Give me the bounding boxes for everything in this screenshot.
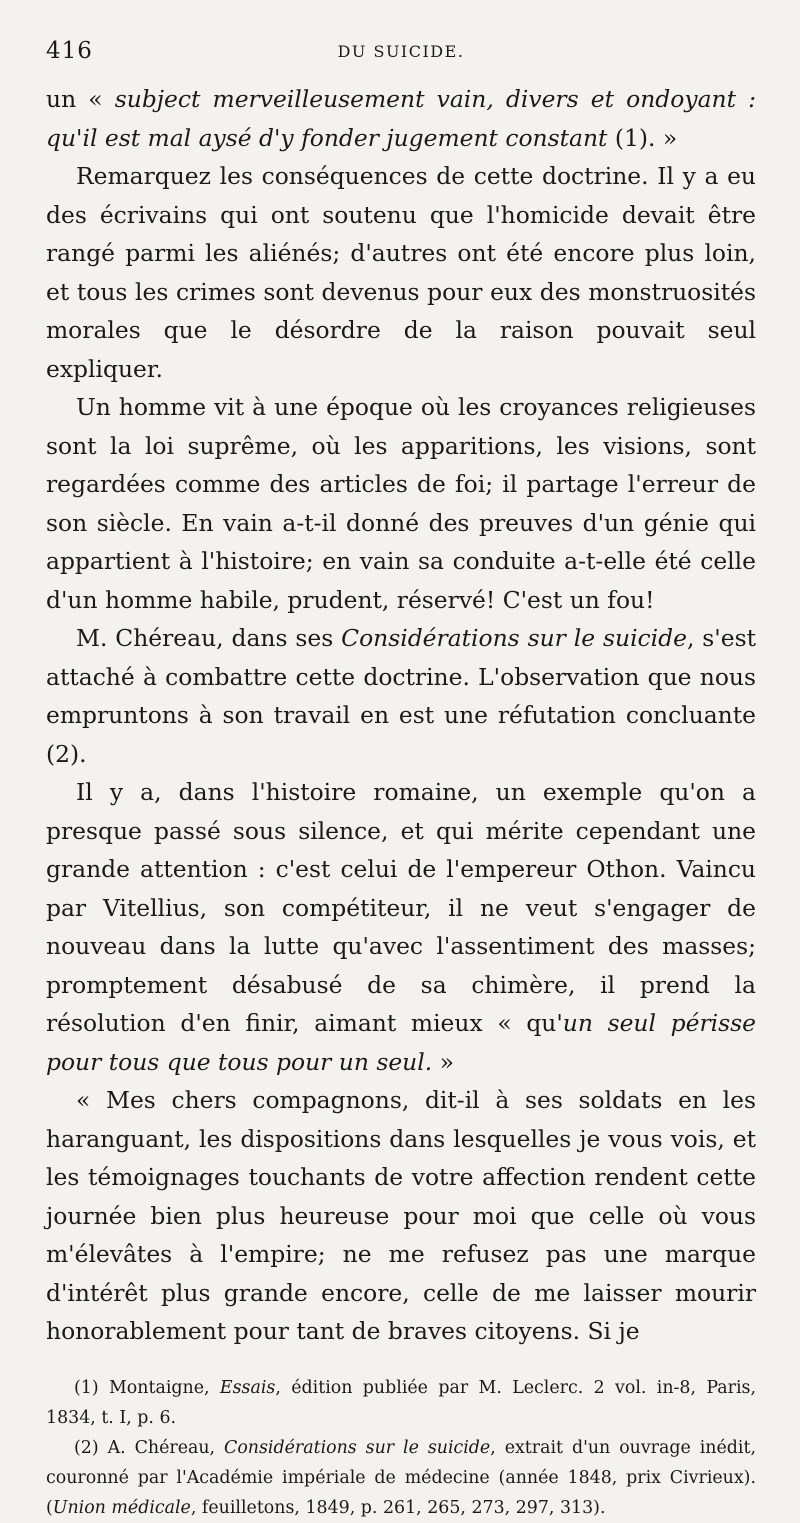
text-run: , extrait d'un ouvrage inédit, couronné par l'Académie impériale de médecine (année 1848, prix Civrieux). ( <box>46 1437 756 1518</box>
footnote <box>46 1373 756 1433</box>
body-text <box>46 80 756 1351</box>
text-run: » <box>432 1047 454 1076</box>
text-run: , s'est attaché à combattre cette doctrine. L'observation que nous empruntons à son travail en est une réfutation concluante (2). <box>46 624 756 768</box>
paragraph <box>46 157 756 388</box>
text-run: , feuilletons, 1849, p. 261, 265, 273, 297, 313). <box>190 1497 606 1518</box>
text-run: M. Chéreau, dans ses <box>76 624 342 652</box>
text-run: , édition publiée par M. Leclerc. 2 vol. in-8, Paris, 1834, t. I, p. 6. <box>46 1377 756 1428</box>
text-run: un « <box>46 85 115 113</box>
paragraph <box>46 388 756 619</box>
page-number: 416 <box>46 38 93 64</box>
italic-text: un seul périsse pour tous que tous pour un seul. <box>46 1009 756 1076</box>
text-run: Remarquez les conséquences de cette doctrine. Il y a eu des écrivains qui ont soutenu que l'homicide devait être rangé parmi les aliénés; d'autres ont été encore plus loin, et tous les crimes sont devenus pour eux des monstruosités morales que le désordre de la raison pouvait seul expliquer. <box>46 162 756 383</box>
paragraph <box>46 1081 756 1351</box>
italic-text: subject merveilleusement vain, divers et ondoyant : qu'il est mal aysé d'y fonder jugement constant <box>46 85 757 152</box>
paragraph <box>46 619 756 773</box>
italic-text: Considérations sur le suicide <box>341 624 687 652</box>
italic-text: Considérations sur le suicide <box>224 1437 491 1458</box>
text-run: (1) Montaigne, <box>74 1377 220 1398</box>
running-head: DU SUICIDE. <box>337 42 465 61</box>
text-run: (2) A. Chéreau, <box>74 1437 225 1458</box>
footnote <box>46 1433 756 1523</box>
text-run: Un homme vit à une époque où les croyances religieuses sont la loi suprême, où les apparitions, les visions, sont regardées comme des articles de foi; il partage l'erreur de son siècle. En vain a-t-il donné des preuves d'un génie qui appartient à l'histoire; en vain sa conduite a-t-elle été celle d'un homme habile, prudent, réservé! C'est un fou! <box>46 393 756 614</box>
text-run: (1). » <box>607 123 678 152</box>
italic-text: Union médicale <box>52 1497 191 1518</box>
text-run: Il y a, dans l'histoire romaine, un exemple qu'on a presque passé sous silence, et qui mérite cependant une grande attention : c'est celui de l'empereur Othon. Vaincu par Vitellius, son compétiteur, il ne veut s'engager de nouveau dans la lutte qu'avec l'assentiment des masses; promptement désabusé de sa chimère, il prend la résolution d'en finir, aimant mieux « qu' <box>46 778 756 1037</box>
paragraph <box>46 773 756 1081</box>
footnotes <box>46 1373 756 1523</box>
paragraph <box>46 80 756 157</box>
italic-text: Essais <box>219 1377 276 1398</box>
page-header <box>46 38 756 80</box>
text-run: « Mes chers compagnons, dit-il à ses soldats en les haranguant, les dispositions dans lesquelles je vous vois, et les témoignages touchants de votre affection rendent cette journée bien plus heureuse pour moi que celle où vous m'élevâtes à l'empire; ne me refusez pas une marque d'intérêt plus grande encore, celle de me laisser mourir honorablement pour tant de braves citoyens. Si je <box>46 1086 756 1345</box>
